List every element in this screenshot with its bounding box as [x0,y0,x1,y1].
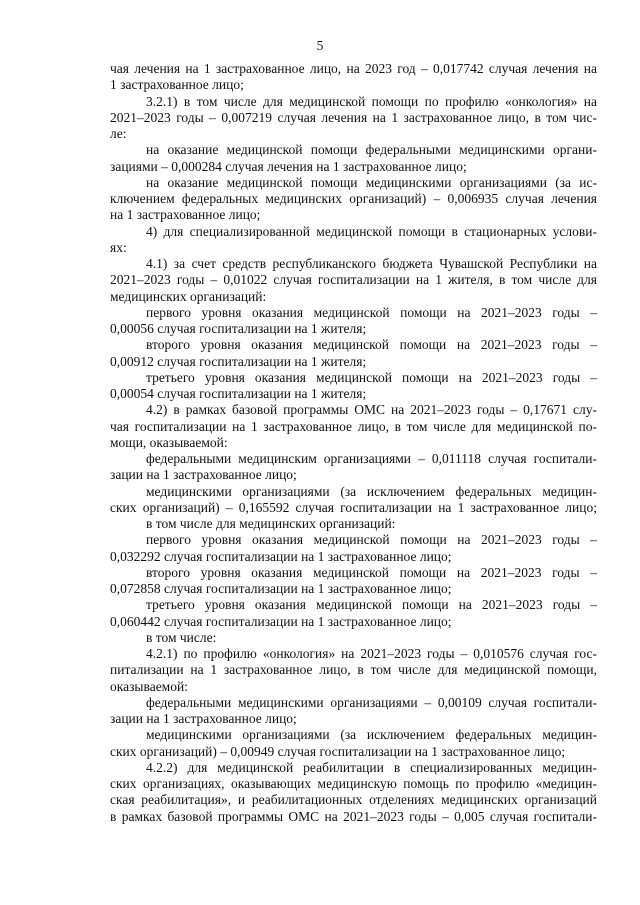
text-line: 4.2.2) для медицинской реабилитации в специализированных медицин- [146,759,597,775]
text-line: медицинскими организациями (за исключением федеральных медицин- [146,727,597,743]
text-line: ле: [110,126,127,141]
text-line: в рамках базовой программы ОМС на 2021–2023 годы – 0,005 случая госпитали- [110,808,597,824]
text-line: на оказание медицинской помощи федеральными медицинскими органи- [146,142,597,158]
text-line: оказываемой: [110,678,188,694]
text-line: ских организациях, оказывающих медицинскую помощь по профилю «медицин- [110,776,597,791]
text-line: ских организаций) – 0,00949 случая госпитализации на 1 застрахованное лицо; [110,743,566,759]
text-line: 0,00056 случая госпитализации на 1 жителя; [110,321,367,336]
text-line: медицинских организаций: [110,288,267,304]
text-line: ях: [110,239,127,255]
text-line: 4.1) за счет средств республиканского бюджета Чувашской Республики на [146,256,597,271]
text-line: зации на 1 застрахованное лицо; [110,711,297,726]
text-line: третьего уровня оказания медицинской помощи на 2021–2023 годы – [146,369,597,385]
text-line: ская реабилитация», и реабилитационных отделениях медицинских организаций [110,792,597,808]
text-line: 1 застрахованное лицо; [110,77,244,93]
text-line: федеральными медицинским организациями – 0,011118 случая госпитали- [146,451,597,466]
text-line: 0,00912 случая госпитализации на 1 жителя; [110,353,367,369]
text-line: второго уровня оказания медицинской помощи на 2021–2023 годы – [146,337,597,353]
text-line: в том числе для медицинских организаций: [146,516,396,531]
text-line: ских организаций) – 0,165592 случая госпитализации на 1 застрахованное лицо; [110,499,597,515]
text-line: зации на 1 застрахованное лицо; [110,467,297,483]
text-line: 4.2.1) по профилю «онкология» на 2021–2023 годы – 0,010576 случая гос- [146,646,597,661]
text-line: на оказание медицинской помощи медицинскими организациями (за ис- [146,174,597,190]
text-line: третьего уровня оказания медицинской помощи на 2021–2023 годы – [146,597,597,613]
text-line: зациями – 0,000284 случая лечения на 1 застрахованное лицо; [110,158,467,174]
text-line: 0,00054 случая госпитализации на 1 жителя; [110,386,367,401]
text-line: чая госпитализации на 1 застрахованное лицо, в том числе для медицинской по- [110,418,597,434]
text-line: 3.2.1) в том числе для медицинской помощи по профилю «онкология» на [146,93,597,109]
text-line: второго уровня оказания медицинской помощи на 2021–2023 годы – [146,564,597,580]
text-line: 0,072858 случая госпитализации на 1 застрахованное лицо; [110,581,452,596]
text-line: ключением федеральных медицинских организаций) – 0,006935 случая лечения [110,191,597,206]
text-line: 4) для специализированной медицинской помощи в стационарных услови- [146,223,597,239]
page-number: 5 [316,38,324,53]
text-line: медицинскими организациями (за исключением федеральных медицин- [146,483,597,499]
text-line: 0,060442 случая госпитализации на 1 застрахованное лицо; [110,613,452,629]
text-line: 0,032292 случая госпитализации на 1 застрахованное лицо; [110,548,452,564]
text-line: на 1 застрахованное лицо; [110,207,261,223]
text-line: чая лечения на 1 застрахованное лицо, на 2023 год – 0,017742 случая лечения на [110,61,597,76]
text-line: 4.2) в рамках базовой программы ОМС на 2021–2023 годы – 0,17671 слу- [146,402,597,418]
text-line: 2021–2023 годы – 0,01022 случая госпитализации на 1 жителя, в том числе для [110,272,597,288]
text-line: первого уровня оказания медицинской помощи на 2021–2023 годы – [146,532,597,548]
text-line: первого уровня оказания медицинской помощи на 2021–2023 годы – [146,304,597,320]
text-line: мощи, оказываемой: [110,434,228,450]
text-line: федеральными медицинскими организациями – 0,00109 случая госпитали- [146,694,597,710]
document-body [110,61,597,825]
text-line: питализации на 1 застрахованное лицо, в том числе для медицинской помощи, [110,662,597,678]
text-line: в том числе: [146,629,217,645]
text-line: 2021–2023 годы – 0,007219 случая лечения на 1 застрахованное лицо, в том чис- [110,109,597,125]
